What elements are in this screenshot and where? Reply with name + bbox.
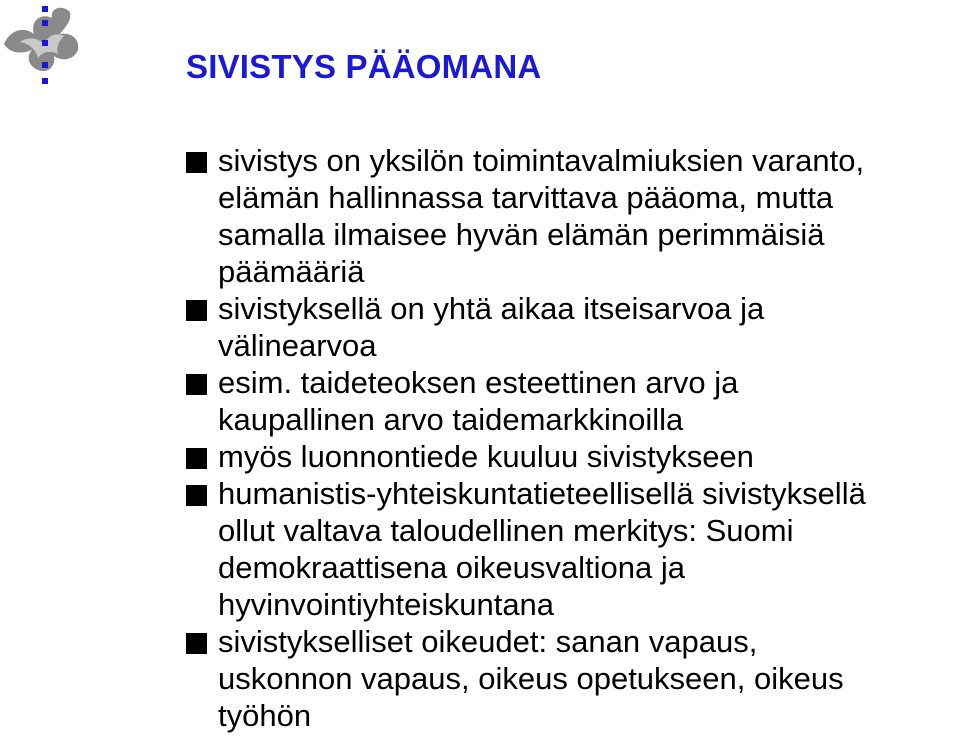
- square-bullet-icon: [186, 485, 207, 506]
- bullet-item: [186, 438, 958, 475]
- bullet-item: [186, 364, 958, 438]
- bullet-item: [186, 290, 958, 364]
- bullet-item: [186, 623, 958, 734]
- university-logo-icon: [0, 0, 92, 96]
- bullet-text-line: sivistykselliset oikeudet: sanan vapaus,: [218, 624, 758, 659]
- bullet-item: [186, 142, 958, 290]
- bullet-text-line: päämääriä: [218, 254, 365, 289]
- bullet-text-line: työhön: [218, 698, 312, 733]
- bullet-text-line: elämän hallinnassa tarvittava pääoma, mutta: [218, 180, 834, 215]
- bullet-text-line: ollut valtava taloudellinen merkitys: Suomi: [218, 513, 794, 548]
- bullet-text-line: hyvinvointiyhteiskuntana: [218, 587, 555, 622]
- bullet-text-line: sivistyksellä on yhtä aikaa itseisarvoa ja: [218, 291, 765, 326]
- bullet-text-line: humanistis-yhteiskuntatieteellisellä sivistyksellä: [218, 476, 866, 511]
- bullet-text-line: uskonnon vapaus, oikeus opetukseen, oikeus: [218, 661, 844, 696]
- bullet-text-line: demokraattisena oikeusvaltiona ja: [218, 550, 685, 585]
- square-bullet-icon: [186, 374, 207, 395]
- bullet-text-line: myös luonnontiede kuuluu sivistykseen: [218, 439, 754, 474]
- square-bullet-icon: [186, 300, 207, 321]
- slide-title: SIVISTYS PÄÄOMANA: [186, 48, 542, 85]
- bullet-item: [186, 475, 958, 623]
- bullet-list: [186, 142, 958, 734]
- square-bullet-icon: [186, 633, 207, 654]
- bullet-text-line: sivistys on yksilön toimintavalmiuksien varanto,: [218, 143, 865, 178]
- bullet-text-line: esim. taideteoksen esteettinen arvo ja: [218, 365, 739, 400]
- square-bullet-icon: [186, 152, 207, 173]
- bullet-text-line: samalla ilmaisee hyvän elämän perimmäisiä: [218, 217, 825, 252]
- bullet-text-line: kaupallinen arvo taidemarkkinoilla: [218, 402, 684, 437]
- bullet-text-line: välinearvoa: [218, 328, 377, 363]
- square-bullet-icon: [186, 448, 207, 469]
